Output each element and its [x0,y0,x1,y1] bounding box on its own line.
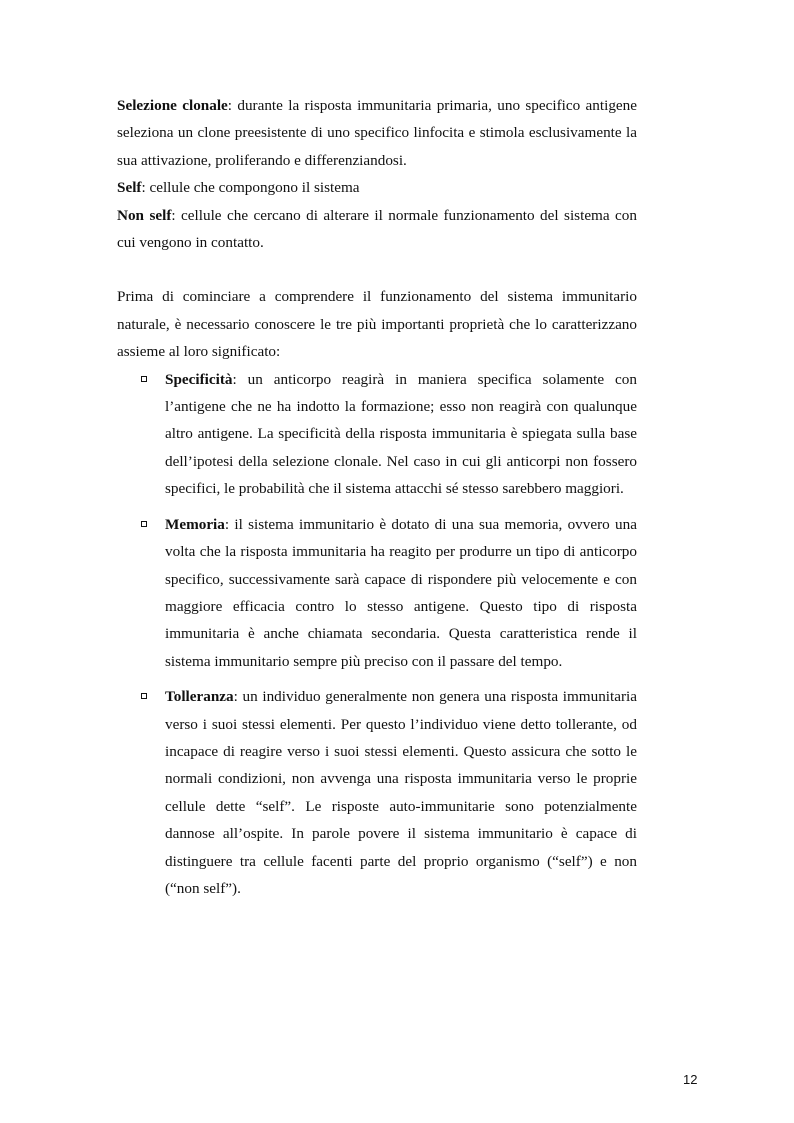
definition-term: Non self [117,206,172,224]
list-item-specificita [117,366,637,503]
property-text: : il sistema immunitario è dotato di una sua memoria, ovvero una volta che la risposta immunitaria ha reagito per produrre un tipo di anticorpo specifico, successivamente sarà capace di rispondere più velocemente e con maggiore efficacia contro lo stesso antigene. Questo tipo di risposta immunitaria è anche chiamata secondaria. Questa caratteristica rende il sistema immunitario sempre più preciso con il passare del tempo. [165,515,637,670]
definition-term: Selezione clonale [117,97,228,114]
definition-text: : cellule che compongono il sistema [141,179,360,197]
properties-list [117,366,637,903]
definition-term: Self [117,179,142,197]
paragraph-gap [117,256,637,283]
property-term: Specificità [165,370,233,388]
property-text: : un individuo generalmente non genera una risposta immunitaria verso i suoi stessi elementi. Per questo l’individuo viene detto tollerante, od incapace di reagire verso i suoi stessi elementi. Questo assicura che sotto le normali condizioni, non avvenga una risposta immunitaria verso le proprie cellule dette “self”. Le risposte auto-immunitarie sono potenzialmente dannose all’ospite. In parole povere il sistema immunitario è capace di distinguere tra cellule facenti parte del proprio organismo (“self”) e non (“non self”). [165,688,637,897]
definition-non-self [117,202,637,257]
list-item-memoria [117,511,637,675]
property-term: Memoria [165,515,225,533]
page-number: 12 [683,1072,698,1087]
square-bullet-icon [141,376,147,382]
square-bullet-icon [141,693,147,699]
definition-selezione-clonale [117,92,637,174]
property-text: : un anticorpo reagirà in maniera specifica solamente con l’antigene che ne ha indotto la formazione; esso non reagirà con qualunque altro antigene. La specificità della risposta immunitaria è spiegata sulla base dell’ipotesi della selezione clonale. Nel caso in cui gli anticorpi non fossero specifici, le probabilità che il sistema attacchi sé stesso sarebbero maggiori. [165,370,637,498]
property-term: Tolleranza [165,688,234,706]
page-body [117,92,637,910]
definition-text: : cellule che cercano di alterare il normale funzionamento del sistema con cui vengono in contatto. [117,206,637,252]
intro-paragraph: Prima di cominciare a comprendere il funzionamento del sistema immunitario naturale, è necessario conoscere le tre più importanti proprietà che lo caratterizzano assieme al loro significato: [117,288,637,361]
definition-self [117,174,637,201]
square-bullet-icon [141,521,147,527]
definition-text: : durante la risposta immunitaria primaria, uno specifico antigene seleziona un clone preesistente di uno specifico linfocita e stimola esclusivamente la sua attivazione, proliferando e differenziandosi. [117,97,637,169]
list-item-tolleranza [117,683,637,902]
